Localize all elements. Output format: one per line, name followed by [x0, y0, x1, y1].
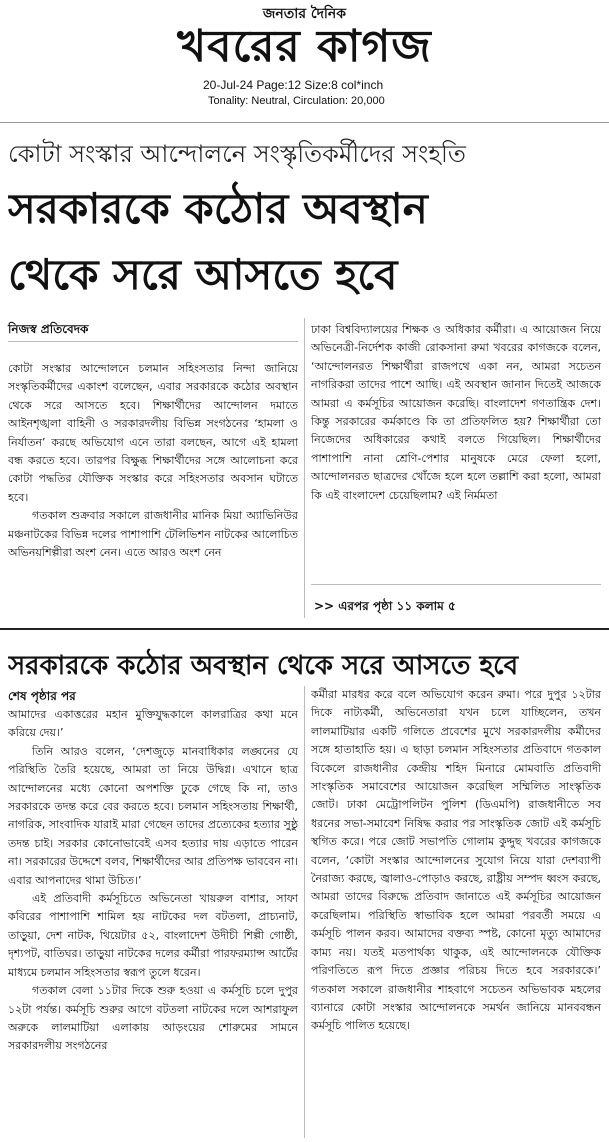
article-paragraph: কর্মীরা মারধর করে বলে অভিযোগ করেন রুমা। পরে দুপুর ১২টার দিকে নাট্যকর্মী, অভিনেতারা যখন চলে যাচ্ছিলেন, তখন লালমাটিয়ার একটি গলিতে প্রবেশের মুখে সরকারদলীয় কর্মীদের সঙ্গে হাতাহাতি হয়। এ ছাড়া চলমান সহিংসতার প্রতিবাদে গতকাল বিকেলে রাজধানীর কেন্দ্রীয় শহিদ মিনারে মোমবাতি প্রতিবাদী সাংস্কৃতিক সমাবেশের আয়োজন করেছিল সম্মিলিত সাংস্কৃতিক জোট। ঢাকা মেট্রোপলিটন পুলিশ (ডিএমপি) রাজধানীতে সব ধরনের সভা-সমাবেশ নিষিদ্ধ করার পর সাংস্কৃতিক জোট এই কর্মসূচি স্থগিত করে। পরে জোট সভাপতি গোলাম কুদ্দুছ খবরের কাগজকে বলেন, ‘কোটা সংস্কার আন্দোলনের সুযোগ নিয়ে যারা দেশব্যাপী নৈরাজ্য করছে, জ্বালাও-পোড়াও করছে, রাষ্ট্রীয় সম্পদ ধ্বংস করছে, আমরা তাদের বিরুদ্ধে প্রতিবাদ জানাতে এই কর্মসূচির আয়োজন করেছিলাম। পরিস্থিতি স্বাভাবিক হলে আমরা পরবর্তী সময়ে এ কর্মসূচি পালন করব। আমাদের বক্তব্য স্পষ্ট, কোনো মৃত্যু আমাদের কাম্য নয়। যতই মতপার্থক্য থাকুক, এই আন্দোলনকে যৌক্তিক পরিণতিতে রূপ দিতে প্রজ্ঞার পরিচয় দিতে হবে সরকারকে।’ গতকাল সকালে রাজধানীর শাহবাগে সচেতন অভিভাবক মহলের ব্যানারে কোটা সংস্কার আন্দোলনকে সমর্থন জানিয়ে মানববন্ধন কর্মসূচি পালিত হয়েছে। — [311, 688, 601, 1033]
jump-divider — [311, 584, 601, 585]
article-paragraph: কোটা সংস্কার আন্দোলনে চলমান সহিংসতার নিন্দা জানিয়ে সংস্কৃতিকর্মীদের একাংশ বলেছেন, এবার সরকারকে কঠোর অবস্থান থেকে সরে আসতে হবে। শিক্ষার্থীদের আন্দোলন দমাতে আইনশৃঙ্খলা বাহিনী ও সরকারদলীয় বিভিন্ন সংগঠনের ‘হামলা ও নির্যাতন’ করছে অভিযোগ এনে তারা বলছেন, আগে এই হামলা বন্ধ করতে হবে। তারপর বিক্ষুব্ধ শিক্ষার্থীদের সঙ্গে আলোচনা করে কোটা পদ্ধতির যৌক্তিক সংস্কার করে সহিংসতার অবসান ঘটাতে হবে। — [8, 362, 298, 504]
article-kicker: কোটা সংস্কার আন্দোলনে সংস্কৃতিকর্মীদের সংহতি — [8, 140, 466, 168]
continuation-headline: সরকারকে কঠোর অবস্থান থেকে সরে আসতে হবে — [8, 651, 519, 681]
article-headline-line1: সরকারকে কঠোর অবস্থান — [8, 184, 428, 233]
article-right-column — [311, 321, 601, 579]
clip-info: 20-Jul-24 Page:12 Size:8 col*inch — [203, 78, 384, 92]
newspaper-name: খবরের কাগজ — [177, 21, 432, 72]
section-divider — [0, 628, 609, 630]
article-byline: নিজস্ব প্রতিবেদক — [8, 322, 89, 336]
continuation-left-column — [8, 706, 298, 1138]
article-paragraph: আমাদের একাত্তরের মহান মুক্তিযুদ্ধকালে কালরাত্রির কথা মনে করিয়ে দেয়।’ — [8, 708, 298, 740]
article-paragraph: ঢাকা বিশ্ববিদ্যালয়ের শিক্ষক ও অধিকার কর্মীরা। এ আয়োজন নিয়ে অভিনেত্রী-নির্দেশক কাজী রোকসানা রুমা খবরের কাগজকে বলেন, ‘আন্দোলনরত শিক্ষার্থীরা রাজপথে একা নন, আমরা সচেতন নাগরিকরা তাদের পাশে আছি। এই অবস্থান জানান দিতেই আজকে আমরা এ কর্মসূচির আয়োজন করেছি। বাংলাদেশ গণতান্ত্রিক দেশ। কিন্তু সরকারের কর্মকাণ্ডে কি তা প্রতিফলিত হয়? শিক্ষার্থীরা তো নিজেদের অধিকারের কথাই বলতে গিয়েছিল। শিক্ষার্থীদের পাশাপাশি নানা শ্রেণি-পেশার মানুষকে মেরে ফেলা হলো, আন্দোলনরত ছাত্রদের খোঁজে হলে হলে তল্লাশি করা হলো, আমরা কি এই বাংলাদেশ চেয়েছিলাম? এই নির্মমতা — [311, 323, 601, 502]
newspaper-tagline: জনতার দৈনিক — [262, 6, 347, 22]
article-paragraph: গতকাল শুক্রবার সকালে রাজধানীর মানিক মিয়া অ্যাভিনিউর মঞ্চনাটকের বিভিন্ন দলের পাশাপাশি টেলিভিশন নাটকের আলোচিত অভিনয়শিল্পীরা অংশ নেন। এতে আরও অংশ নেন — [8, 509, 298, 560]
column-divider — [304, 318, 305, 618]
article-paragraph: গতকাল বেলা ১১টার দিকে শুরু হওয়া এ কর্মসূচি চলে দুপুর ১২টা পর্যন্ত। কর্মসূচি শুরুর আগে বটতলা নাটকের দলে আশরাফুল অরুকে লালমাটিয়া এলাকায় আড়ংয়ের শোরুমের সামনে সরকারদলীয় সংগঠনের — [8, 984, 298, 1053]
article-left-column — [8, 360, 298, 615]
top-divider — [0, 122, 609, 123]
continued-on-link[interactable]: >> এরপর পৃষ্ঠা ১১ কলাম ৫ — [314, 599, 456, 613]
column-divider — [304, 686, 305, 1138]
article-paragraph: তিনি আরও বলেন, ‘দেশজুড়ে মানবাধিকার লঙ্ঘনের যে পরিস্থিতি তৈরি হয়েছে, আমরা তা নিয়ে উদ্বিগ্ন। এখানে ছাত্র আন্দোলনের মধ্যে কোনো অপশক্তি ঢুকে গেছে কি না, তাও সরকারকে তদন্ত করে বের করতে হবে। চলমান সহিংসতায় শিক্ষার্থী, নাগরিক, সাংবাদিক যারাই মারা গেছেন তাদের প্রত্যেকের হত্যার সুষ্ঠু তদন্ত চাই। সরকার কোনোভাবেই এসব হত্যার দায় এড়াতে পারেন না। সরকারের উদ্দেশে বলব, শিক্ষার্থীদের আর প্রতিপক্ষ ভাববেন না। এবার আপনাদের থামা উচিত।’ — [8, 744, 298, 887]
byline-divider — [8, 341, 298, 342]
continuation-right-column — [311, 686, 601, 1138]
clip-meta: Tonality: Neutral, Circulation: 20,000 — [208, 95, 385, 107]
continuation-byline: শেষ পৃষ্ঠার পর — [8, 689, 76, 703]
article-headline-line2: থেকে সরে আসতে হবে — [8, 250, 398, 299]
article-paragraph: এই প্রতিবাদী কর্মসূচিতে অভিনেতা খায়রুল বাশার, সাফা কবিরের পাশাপাশি শামিল হয় নাটকের দল বটতলা, প্রাচ্যনাট, তাড়ুয়া, দেশ নাটক, থিয়েটার ৫২, বাংলাদেশ উদীচী শিল্পী গোষ্ঠী, দৃশ্যপট, বাতিঘর। তাড়ুয়া নাটকের দলের কর্মীরা পারফরম্যান্স আর্টের মাধ্যমে চলমান সহিংসতার স্বরূপ তুলে ধরেন। — [8, 892, 298, 979]
